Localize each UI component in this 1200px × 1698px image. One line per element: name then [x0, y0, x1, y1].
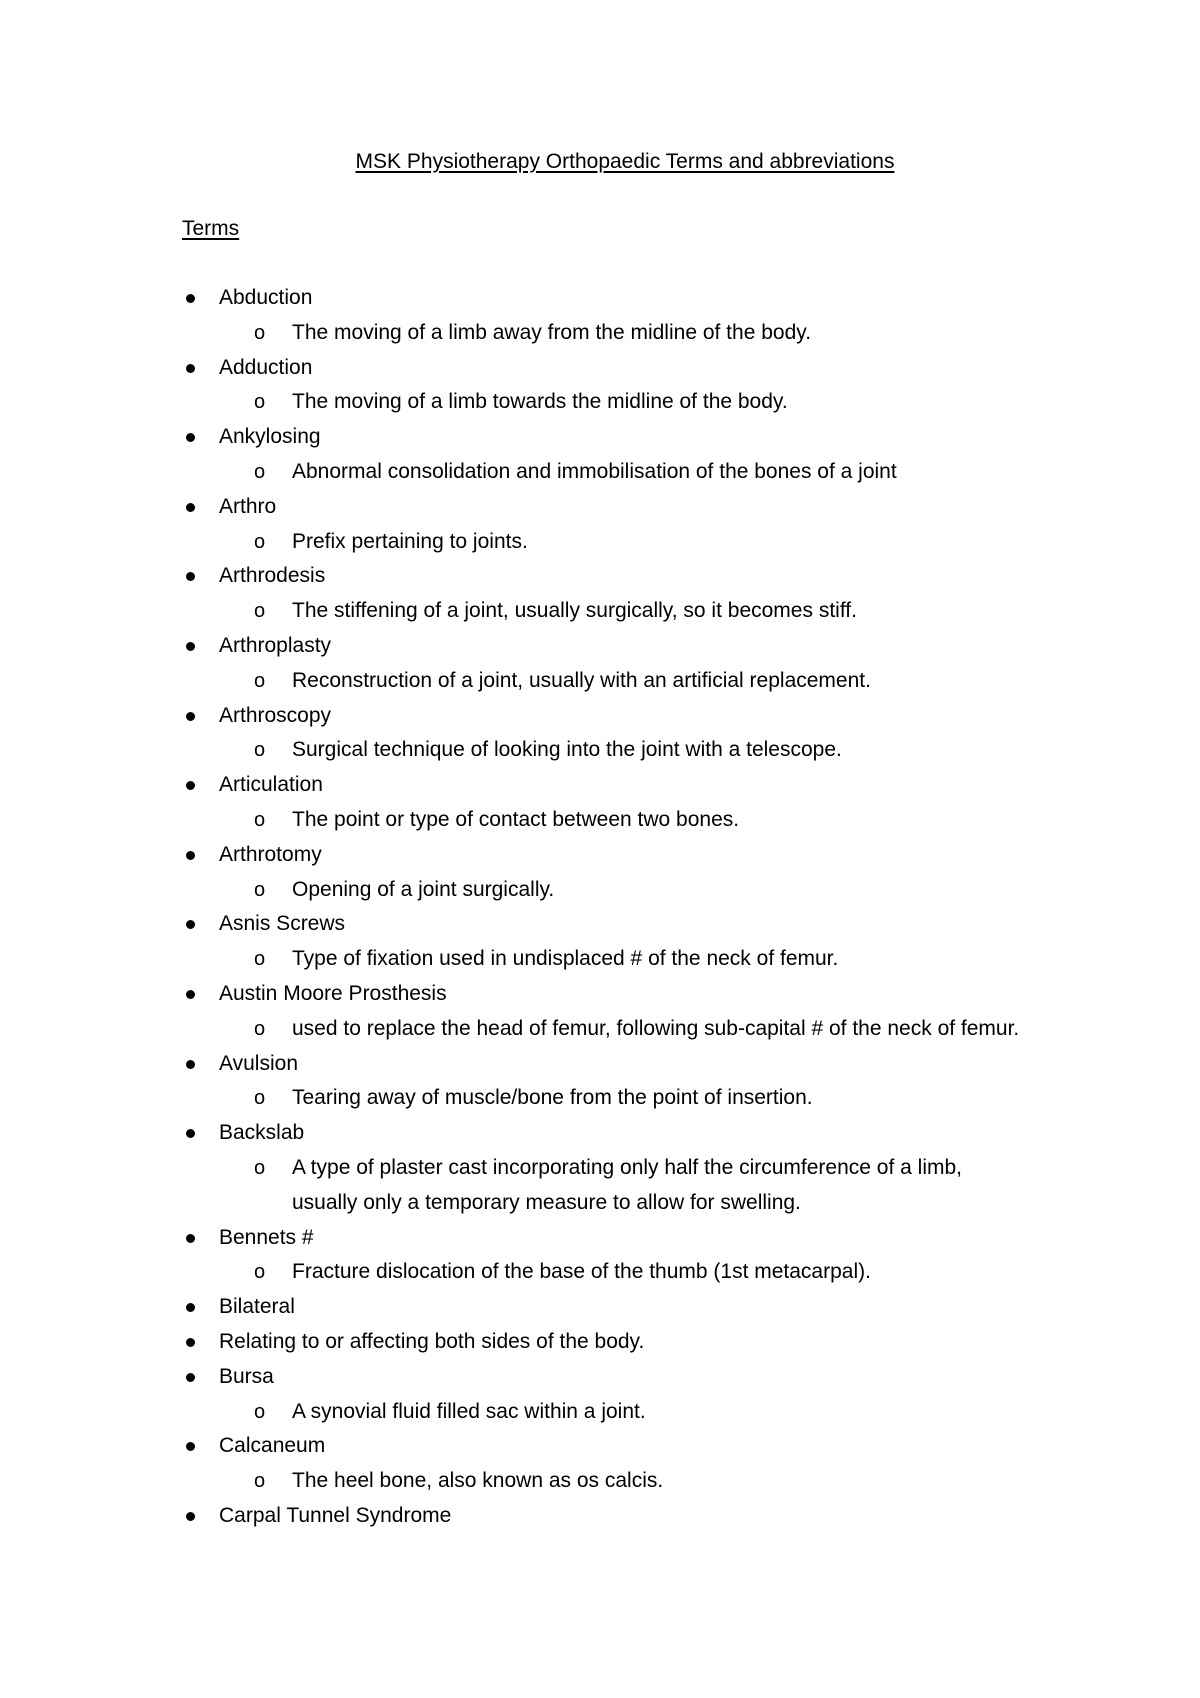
term-row [0, 768, 1200, 803]
list-item [0, 1360, 1200, 1430]
term-label: Bursa [219, 1364, 274, 1388]
definition-row [0, 316, 1032, 351]
term-label: Adduction [219, 355, 313, 379]
list-item [0, 1221, 1200, 1291]
term-row [0, 1429, 1200, 1464]
term-label: Avulsion [219, 1051, 298, 1075]
term-definition: Surgical technique of looking into the joint with a telescope. [292, 738, 842, 762]
term-label: Calcaneum [219, 1434, 326, 1458]
term-row [0, 490, 1200, 525]
term-row [0, 351, 1200, 386]
term-definition: Prefix pertaining to joints. [292, 529, 528, 553]
term-definition: The moving of a limb towards the midline of the body. [292, 390, 788, 414]
term-label: Asnis Screws [219, 912, 346, 936]
term-definition: Opening of a joint surgically. [292, 877, 555, 901]
term-definition: The stiffening of a joint, usually surgically, so it becomes stiff. [292, 599, 857, 623]
term-label: Arthroscopy [219, 703, 332, 727]
sub-bullet-icon: o [254, 948, 266, 971]
bullet-icon [186, 642, 195, 651]
definition-row [0, 1464, 1032, 1499]
term-row [0, 1360, 1200, 1395]
term-label: Relating to or affecting both sides of the body. [219, 1329, 645, 1353]
term-label: Arthro [219, 494, 277, 518]
bullet-icon [186, 1373, 195, 1382]
sub-bullet-icon: o [254, 321, 266, 344]
definition-row [0, 1255, 1032, 1290]
term-definition: Fracture dislocation of the base of the thumb (1st metacarpal). [292, 1260, 871, 1284]
term-definition: A type of plaster cast incorporating only half the circumference of a limb, usually only a temporary measure to allow for swelling. [292, 1155, 963, 1214]
list-item [0, 629, 1200, 699]
term-definition: The heel bone, also known as os calcis. [292, 1469, 664, 1493]
term-definition: used to replace the head of femur, following sub-capital # of the neck of femur. [292, 1016, 1020, 1040]
bullet-icon [186, 712, 195, 721]
term-label: Arthrodesis [219, 564, 326, 588]
sub-bullet-icon: o [254, 1087, 266, 1110]
bullet-icon [186, 1512, 195, 1521]
definition-row [0, 803, 1032, 838]
term-label: Arthroplasty [219, 633, 332, 657]
list-item [0, 420, 1200, 490]
sub-bullet-icon: o [254, 1400, 266, 1423]
bullet-icon [186, 433, 195, 442]
definition-row [0, 1012, 1032, 1047]
definition-row [0, 873, 1032, 908]
term-label: Austin Moore Prosthesis [219, 981, 447, 1005]
term-row [0, 1325, 1200, 1360]
definition-row [0, 664, 1032, 699]
term-definition: Tearing away of muscle/bone from the point of insertion. [292, 1086, 813, 1110]
bullet-icon [186, 1129, 195, 1138]
sub-bullet-icon: o [254, 1017, 266, 1040]
term-label: Arthrotomy [219, 842, 322, 866]
bullet-icon [186, 990, 195, 999]
term-definition: The moving of a limb away from the midline of the body. [292, 320, 812, 344]
sub-bullet-icon: o [254, 600, 266, 623]
definition-row [0, 455, 1032, 490]
list-item [0, 977, 1200, 1047]
term-row [0, 629, 1200, 664]
list-item [0, 281, 1200, 351]
definition-row [0, 1081, 1032, 1116]
term-definition: The point or type of contact between two bones. [292, 807, 740, 831]
sub-bullet-icon: o [254, 530, 266, 553]
term-row [0, 559, 1200, 594]
bullet-icon [186, 1338, 195, 1347]
sub-bullet-icon: o [254, 1261, 266, 1284]
bullet-icon [186, 851, 195, 860]
term-row [0, 420, 1200, 455]
sub-bullet-icon: o [254, 1156, 266, 1179]
definition-row [0, 1151, 1032, 1221]
section-heading-terms: Terms [182, 217, 240, 240]
term-label: Abduction [219, 286, 313, 309]
definition-row [0, 594, 1032, 629]
term-label: Bilateral [219, 1295, 295, 1319]
bullet-icon [186, 781, 195, 790]
definition-row [0, 525, 1032, 560]
list-item [0, 1116, 1200, 1220]
bullet-icon [186, 1303, 195, 1312]
list-item [0, 1290, 1200, 1325]
term-row [0, 699, 1200, 734]
definition-row [0, 942, 1032, 977]
term-row [0, 281, 1200, 316]
sub-bullet-icon: o [254, 808, 266, 831]
term-label: Carpal Tunnel Syndrome [219, 1503, 452, 1527]
list-item [0, 768, 1200, 838]
bullet-icon [186, 364, 195, 373]
term-label: Articulation [219, 773, 323, 797]
term-definition: A synovial fluid filled sac within a joint. [292, 1399, 646, 1423]
term-label: Ankylosing [219, 425, 321, 449]
sub-bullet-icon: o [254, 391, 266, 414]
bullet-icon [186, 572, 195, 581]
bullet-icon [186, 1234, 195, 1243]
bullet-icon [186, 920, 195, 929]
definition-row [0, 385, 1032, 420]
term-definition: Abnormal consolidation and immobilisation of the bones of a joint [292, 459, 897, 483]
term-row [0, 977, 1200, 1012]
term-label: Bennets # [219, 1225, 314, 1249]
terms-list [0, 281, 1200, 1534]
term-label: Backslab [219, 1121, 305, 1145]
term-row [0, 1290, 1200, 1325]
bullet-icon [186, 503, 195, 512]
list-item [0, 1325, 1200, 1360]
list-item [0, 351, 1200, 421]
list-item [0, 907, 1200, 977]
term-row [0, 907, 1200, 942]
sub-bullet-icon: o [254, 460, 266, 483]
bullet-icon [186, 294, 195, 303]
term-row [0, 1221, 1200, 1256]
definition-row [0, 1395, 1032, 1430]
bullet-icon [186, 1060, 195, 1069]
bullet-icon [186, 1442, 195, 1451]
list-item [0, 699, 1200, 769]
sub-bullet-icon: o [254, 1470, 266, 1493]
term-row [0, 1047, 1200, 1082]
sub-bullet-icon: o [254, 739, 266, 762]
list-item [0, 1429, 1200, 1499]
list-item [0, 559, 1200, 629]
term-row [0, 1116, 1200, 1151]
definition-row [0, 733, 1032, 768]
term-definition: Type of fixation used in undisplaced # of the neck of femur. [292, 947, 839, 971]
list-item [0, 1047, 1200, 1117]
term-definition: Reconstruction of a joint, usually with an artificial replacement. [292, 668, 871, 692]
term-row [0, 838, 1200, 873]
sub-bullet-icon: o [254, 669, 266, 692]
list-item [0, 490, 1200, 560]
list-item [0, 838, 1200, 908]
sub-bullet-icon: o [254, 878, 266, 901]
document-title: MSK Physiotherapy Orthopaedic Terms and abbreviations [355, 150, 895, 173]
term-row [0, 1499, 1200, 1534]
list-item [0, 1499, 1200, 1534]
